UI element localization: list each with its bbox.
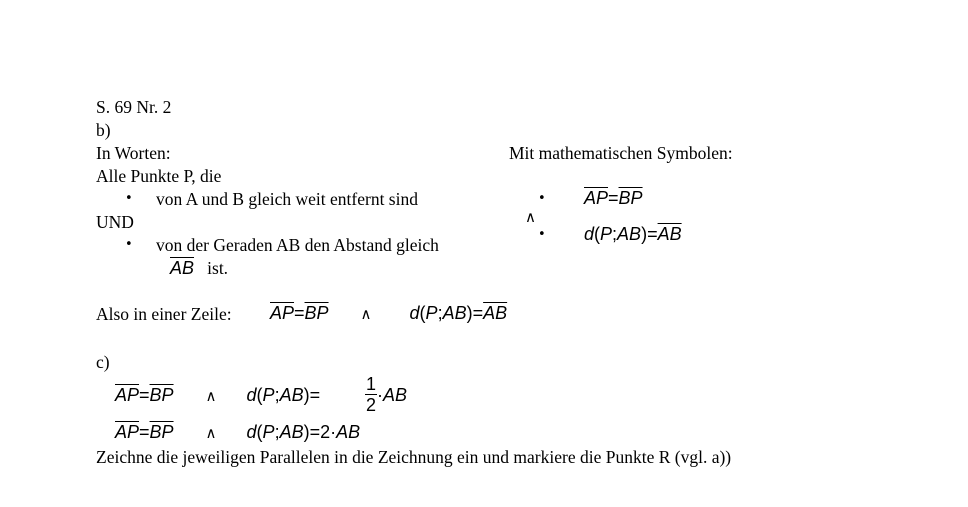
combined-formula: $\overline{AP}=\overline{BP}$ ∧ $d(P;AB)=\overline{AB}$ bbox=[270, 303, 508, 323]
part-c-label: c) bbox=[96, 352, 110, 372]
instruction-text: Zeichne die jeweiligen Parallelen in die Zeichnung ein und markiere die Punkte R (vgl. a)) bbox=[96, 447, 732, 467]
bullet-marker: • bbox=[125, 237, 133, 252]
bullet-text-1: von A und B gleich weit entfernt sind bbox=[156, 189, 418, 209]
words-heading: In Worten: bbox=[96, 143, 171, 163]
symbols-heading: Mit mathematischen Symbolen: bbox=[509, 143, 733, 163]
formula-distance-line: $d(P;AB)=\overline{AB}$ bbox=[584, 224, 682, 244]
half-fraction-term: $\frac{1}{2}$ ·AB bbox=[366, 374, 408, 415]
part-b-label: b) bbox=[96, 120, 111, 140]
fraction-one-half: $\frac{1}{2}$ bbox=[366, 374, 377, 415]
formula-double-distance: $\overline{AP}=\overline{BP}$ ∧ d(P;AB)=2·AB bbox=[115, 422, 361, 442]
and-symbol: ∧ bbox=[525, 208, 536, 226]
bullet-marker: • bbox=[538, 191, 546, 206]
segment-ab: $\overline{AB}$ bbox=[170, 258, 195, 278]
bullet-text-2: von der Geraden AB den Abstand gleich bbox=[156, 235, 439, 255]
bullet-text-2-tail: ist. bbox=[207, 258, 229, 278]
exercise-reference: S. 69 Nr. 2 bbox=[96, 97, 172, 117]
formula-half-distance: $\overline{AP}=\overline{BP}$ ∧ d(P;AB)= bbox=[115, 385, 321, 405]
intro-text: Alle Punkte P, die bbox=[96, 166, 222, 186]
bullet-marker: • bbox=[125, 191, 133, 206]
bullet-text-2-end bbox=[170, 258, 228, 278]
und-text: UND bbox=[96, 212, 134, 232]
bullet-marker: • bbox=[538, 227, 546, 242]
one-line-label: Also in einer Zeile: bbox=[96, 304, 232, 324]
formula-equal-distance: $\overline{AP}=\overline{BP}$ bbox=[584, 188, 643, 208]
